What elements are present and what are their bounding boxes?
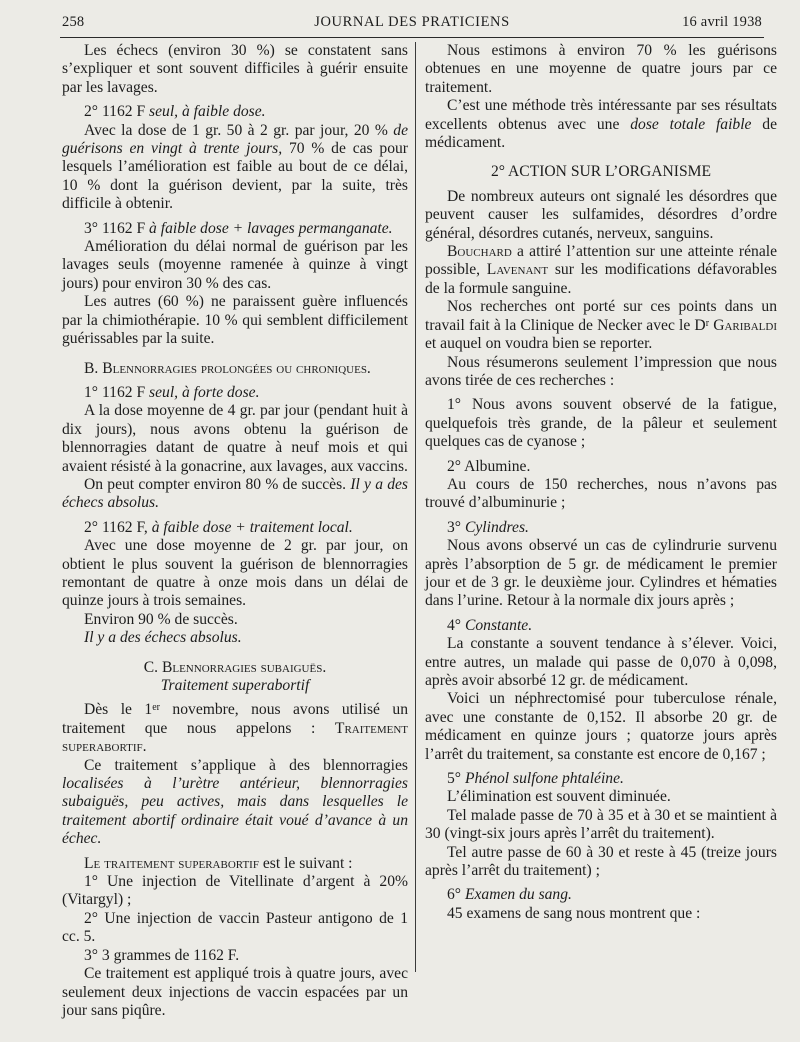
paragraph: Nous avons observé un cas de cylindrurie survenu après l’absorption de 5 gr. de médicament le premier jour et de 3 gr. le deuxième jour. Cylindres et hématies dans l’urine. Retour à la normale dix jours après ; [425,537,777,610]
list-item: 1° Une injection de Vitellinate d’argent à 20% (Vitargyl) ; [62,873,408,909]
issue-date: 16 avril 1938 [682,14,762,30]
paragraph: 45 examens de sang nous montrent que : [447,904,701,922]
paragraph: Tel malade passe de 70 à 35 et à 30 et se maintient à 30 (vingt-six jours après l’arrêt du traitement). [425,806,777,843]
paragraph: Nous résumerons seulement l’impression que nous avons tirée de ces recherches : [425,353,777,389]
paragraph: Dès le 1er novembre, nous avons utilisé un traitement que nous appelons : Traitement superabortif. [62,701,408,756]
paragraph: Il y a des échecs absolus. [84,629,242,647]
subheading: 3° Cylindres. [447,518,529,536]
subheading: 2° 1162 F, à faible dose + traitement local. [84,518,353,536]
paragraph: Amélioration du délai normal de guérison par les lavages seuls (moyenne ramenée à quinze à vingt jours) pour environ 30 % des cas. [62,238,408,292]
right-column [425,42,777,923]
section-heading: B. Blennorragies prolongées ou chroniques. [84,359,371,377]
subheading: 4° Constante. [447,616,533,634]
paragraph: Bouchard a attiré l’attention sur une atteinte rénale possible, Lavenant sur les modifications défavorables de la formule sanguine. [425,243,777,297]
section-heading: C. Blennorragies subaiguës. [143,658,327,676]
left-column [62,42,408,1020]
section-heading: 2° ACTION SUR L’ORGANISME [490,163,712,181]
paragraph: Les échecs (environ 30 %) se constatent sans s’expliquer et sont souvent difficiles à guérir ensuite par les lavages. [62,42,408,96]
list-item: 1° Nous avons souvent observé de la fatigue, quelquefois très grande, de la pâleur et seulement quelques cas de cyanose ; [425,396,777,451]
paragraph: Avec la dose de 1 gr. 50 à 2 gr. par jour, 20 % de guérisons en vingt à trente jours, 70 % de cas pour lesquels l’amélioration est faible au bout de ce délai, 10 % dont la guérison devient, par la suite, très difficile à obtenir. [62,121,409,213]
column-divider [415,42,416,972]
list-item: 2° Une injection de vaccin Pasteur antigono de 1 cc. 5. [62,909,408,946]
paragraph: Les autres (60 %) ne paraissent guère influencés par la chimiothérapie. 10 % qui semblent difficilement guérissables par la suite. [62,293,408,348]
paragraph: Ce traitement s’applique à des blennorragies localisées à l’urètre antérieur, blennorragies subaiguës, peu actives, mais dans lesquelles le traitement abortif ordinaire était voué d’avance à un échec. [62,756,408,848]
paragraph: C’est une méthode très intéressante par ses résultats excellents obtenus avec une dose totale faible de médicament. [425,97,778,152]
running-header [62,14,762,36]
subheading: 2° 1162 F seul, à faible dose. [84,103,266,121]
header-rule [60,37,764,38]
paragraph: La constante a souvent tendance à s’élever. Voici, entre autres, un malade qui passe de 0,070 à 0,098, après avoir absorbé 12 gr. de médicament. [425,635,777,689]
paragraph: Au cours de 150 recherches, nous n’avons pas trouvé d’albuminurie ; [425,475,777,512]
paragraph: Tel autre passe de 60 à 30 et reste à 45 (treize jours après l’arrêt du traitement) ; [425,843,777,880]
journal-title: JOURNAL DES PRATICIENS [314,14,510,30]
paragraph: Avec une dose moyenne de 2 gr. par jour, on obtient le plus souvent la guérison de blennorragies remontant de quatre à onze mois dans un délai de quinze jours à trois semaines. [62,537,408,610]
paragraph: L’élimination est souvent diminuée. [447,788,671,806]
page-number: 258 [62,14,85,30]
paragraph: Environ 90 % de succès. [84,610,238,628]
subheading: 1° 1162 F seul, à forte dose. [84,383,260,401]
subheading: 5° Phénol sulfone phtaléine. [447,770,624,788]
section-subtitle: Traitement superabortif [160,677,310,694]
paragraph: A la dose moyenne de 4 gr. par jour (pendant huit à dix jours), nous avons obtenu la guérison de blennorragies datant de quatre à neuf mois et qui avaient résisté à la gonacrine, aux lavages, aux vaccins. [62,402,408,475]
subheading: 3° 1162 F à faible dose + lavages permanganate. [84,219,393,237]
paragraph: Le traitement superabortif est le suivant : [84,854,353,872]
paragraph: Nous estimons à environ 70 % les guérisons obtenues en une moyenne de quatre jours par ce traitement. [425,42,777,96]
paragraph: Nos recherches ont porté sur ces points dans un travail fait à la Clinique de Necker avec le $D^r$ Garibaldi et auquel on voudra bien se reporter. [425,298,777,353]
subheading: 2° Albumine. [447,457,531,475]
list-item: 3° 3 grammes de 1162 F. [84,946,240,964]
paragraph: De nombreux auteurs ont signalé les désordres que peuvent causer les sulfamides, désordres d’ordre général, désordres cutanés, nerveux, sanguins. [425,187,777,242]
paragraph: On peut compter environ 80 % de succès. Il y a des échecs absolus. [62,475,409,512]
subheading: 6° Examen du sang. [447,886,572,904]
paragraph: Voici un néphrectomisé pour tuberculose rénale, avec une constante de 0,152. Il absorbe 20 gr. de médicament en quinze jours ; quatorze jours après l’arrêt du traitement, sa constante est encore de 0,167 ; [425,690,777,763]
paragraph: Ce traitement est appliqué trois à quatre jours, avec seulement deux injections de vaccin espacées par un jour sans piqûre. [62,965,408,1019]
